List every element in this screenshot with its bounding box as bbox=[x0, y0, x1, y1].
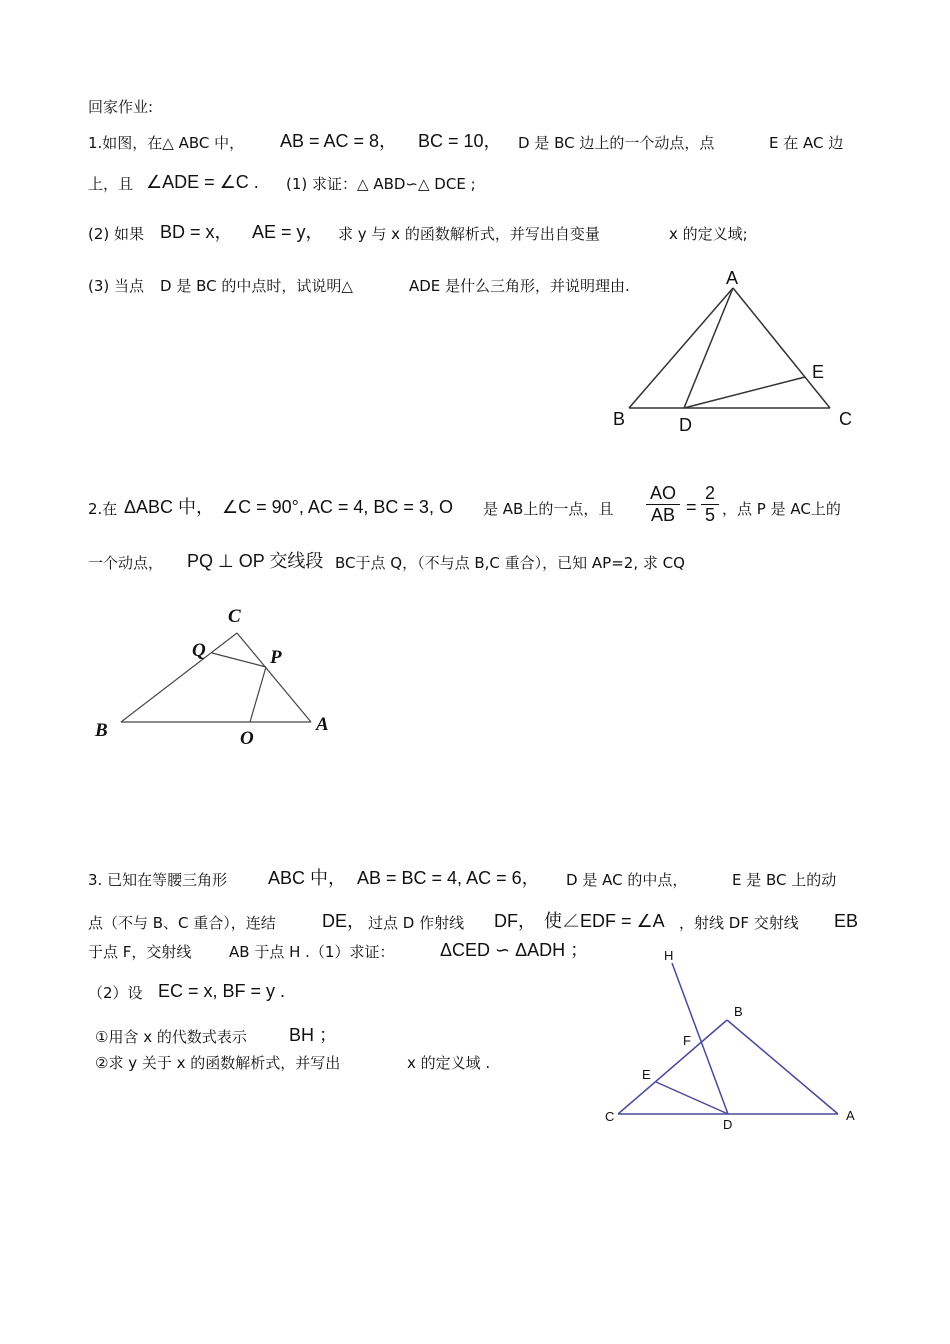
fig2-label-c: C bbox=[228, 606, 241, 627]
p3-text: 3. 已知在等腰三角形 bbox=[88, 871, 228, 889]
p3-math: EB bbox=[834, 911, 859, 931]
fig2-label-p: P bbox=[270, 647, 282, 668]
p3-math: EC = x, BF = y . bbox=[158, 981, 286, 1001]
p3-text: E 是 BC 上的动 bbox=[732, 871, 837, 889]
fig3-label-c: C bbox=[605, 1109, 615, 1124]
fig3-lines bbox=[618, 963, 838, 1114]
p1-text: 求 y 与 x 的函数解析式，并写出自变量 bbox=[338, 225, 600, 243]
p3-math: DE， bbox=[322, 911, 366, 931]
p1-math: AE = y， bbox=[252, 222, 324, 242]
p3-text: 点（不与 B、C 重合），连结 bbox=[88, 914, 276, 932]
fig1-label-e: E bbox=[812, 362, 825, 382]
fig2-label-b: B bbox=[95, 720, 108, 741]
fig1-label-a: A bbox=[726, 268, 739, 288]
fraction-numerator: AO bbox=[649, 483, 676, 503]
fraction-ao-ab bbox=[646, 483, 680, 526]
fig2-lines bbox=[121, 633, 311, 722]
fig1-lines bbox=[629, 288, 830, 408]
p3-math: ΔCED ∽ ΔADH ； bbox=[440, 940, 589, 960]
fig2-label-o: O bbox=[240, 728, 254, 749]
fraction-denominator: AB bbox=[646, 504, 680, 526]
p2-text: BC于点 Q，（不与点 B,C 重合），已知 AP=2, 求 CQ bbox=[335, 554, 685, 572]
p1-text: D 是 BC 的中点时，试说明△ bbox=[160, 277, 353, 295]
fig1-label-c: C bbox=[839, 409, 852, 429]
fraction-denominator: 5 bbox=[701, 504, 719, 526]
p3-text: ①用含 x 的代数式表示 bbox=[95, 1028, 247, 1046]
p3-math: DF， bbox=[494, 911, 536, 931]
fig3-label-h: H bbox=[664, 948, 674, 963]
fig3-label-a: A bbox=[846, 1108, 855, 1123]
p2-math: PQ ⊥ OP 交线段 bbox=[187, 551, 324, 571]
p1-text: (3) 当点 bbox=[88, 277, 145, 295]
p1-text: (1) 求证：△ ABD∽△ DCE ; bbox=[286, 175, 476, 193]
p3-math: BH ； bbox=[289, 1025, 338, 1045]
p3-text: D 是 AC 的中点， bbox=[566, 871, 688, 889]
fig3-label-b: B bbox=[734, 1004, 743, 1019]
p1-math: BC = 10， bbox=[418, 131, 502, 151]
p2-text: ，点 P 是 AC上的 bbox=[722, 500, 841, 518]
fig1-label-b: B bbox=[613, 409, 626, 429]
p2-text: 是 AB上的一点，且 bbox=[483, 500, 614, 518]
p1-text: 上，且 bbox=[88, 175, 134, 193]
p1-math: ∠ADE = ∠C . bbox=[146, 172, 259, 192]
p1-math: BD = x， bbox=[160, 222, 233, 242]
p2-text: 2.在 bbox=[88, 500, 118, 518]
p2-math: = bbox=[686, 497, 697, 517]
p2-text: 一个动点， bbox=[88, 554, 164, 572]
p3-text: 于点 F，交射线 bbox=[88, 943, 192, 961]
p2-math: ∠C = 90°, AC = 4, BC = 3, O bbox=[222, 497, 453, 517]
fraction-two-fifths bbox=[701, 483, 719, 526]
p3-text: 过点 D 作射线 bbox=[368, 914, 465, 932]
p3-text: ②求 y 关于 x 的函数解析式，并写出 bbox=[95, 1054, 341, 1072]
p1-text: E 在 AC 边 bbox=[769, 134, 844, 152]
p3-text: ，射线 DF 交射线 bbox=[679, 914, 799, 932]
fraction-numerator: 2 bbox=[704, 483, 715, 503]
p3-math: AB = BC = 4, AC = 6， bbox=[357, 868, 540, 888]
homework-heading: 回家作业: bbox=[88, 98, 154, 116]
p1-math: AB = AC = 8， bbox=[280, 131, 398, 151]
fig2-label-a: A bbox=[316, 714, 329, 735]
fig2-label-q: Q bbox=[192, 640, 206, 661]
p1-text: ADE 是什么三角形，并说明理由. bbox=[409, 277, 630, 295]
p3-text: x 的定义域 . bbox=[407, 1054, 491, 1072]
fig3-label-f: F bbox=[683, 1033, 691, 1048]
p3-math: 使∠EDF = ∠A bbox=[544, 911, 665, 931]
fig3-label-d: D bbox=[723, 1117, 733, 1132]
p2-math: ΔABC 中， bbox=[124, 497, 215, 517]
p1-text: x 的定义域; bbox=[669, 225, 748, 243]
p1-text: 1.如图，在△ ABC 中， bbox=[88, 134, 245, 152]
fig3-label-e: E bbox=[642, 1067, 651, 1082]
p1-text: D 是 BC 边上的一个动点，点 bbox=[518, 134, 715, 152]
p1-text: (2) 如果 bbox=[88, 225, 145, 243]
p3-text: AB 于点 H .（1）求证： bbox=[229, 943, 395, 961]
fig1-label-d: D bbox=[679, 415, 692, 435]
p3-math: ABC 中， bbox=[268, 868, 347, 888]
p3-text: （2）设 bbox=[88, 984, 143, 1002]
